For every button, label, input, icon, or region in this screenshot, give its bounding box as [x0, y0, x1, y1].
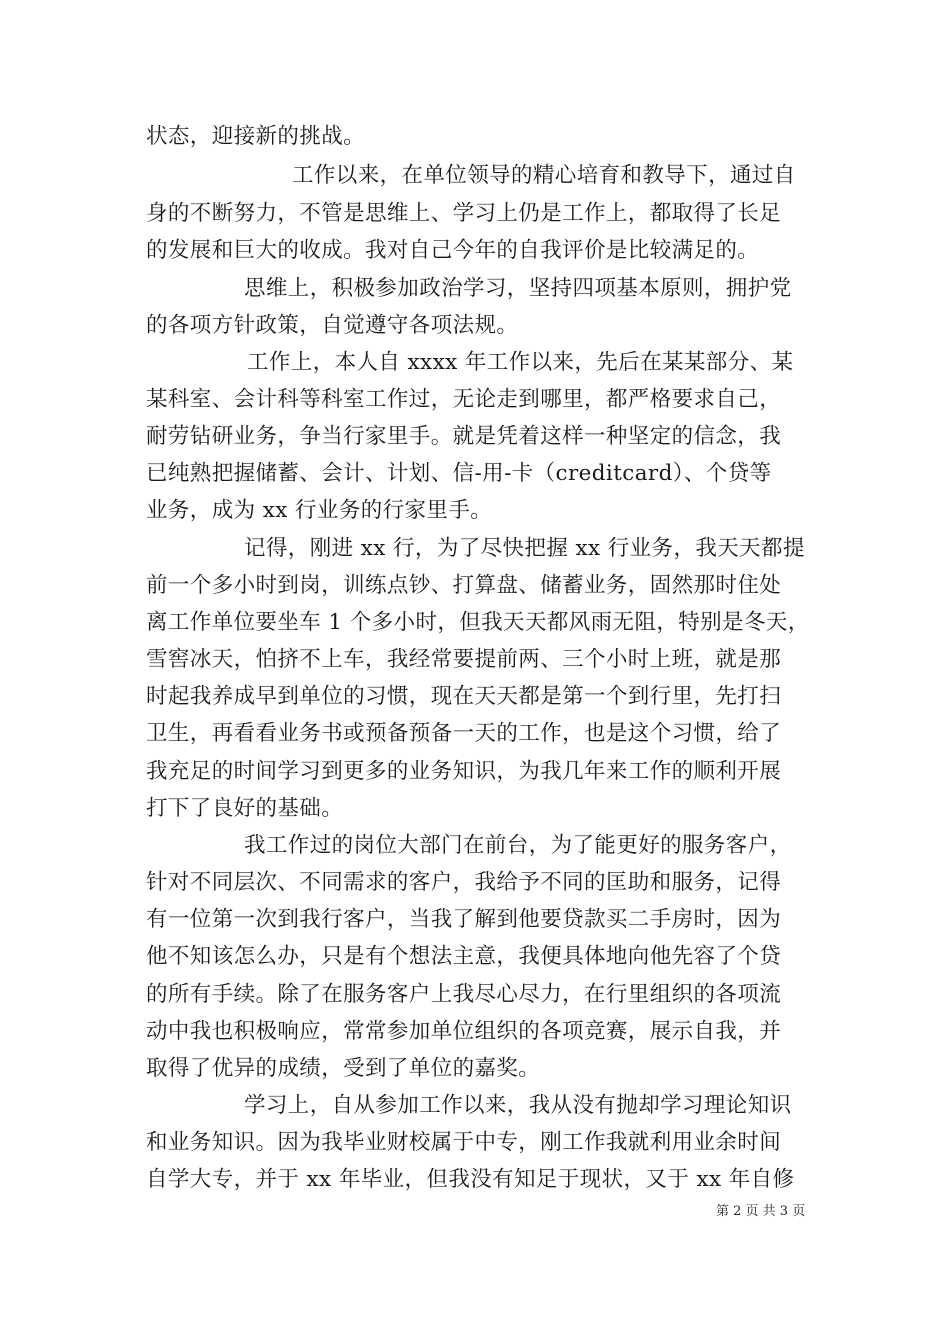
paragraph-first-line: 思维上，积极参加政治学习，坚持四项基本原则，拥护党: [244, 276, 792, 301]
paragraph-first-line: 学习上，自从参加工作以来，我从没有抛却学习理论知识: [244, 1093, 792, 1118]
paragraph-first-line: 工作上，本人自 xxxx 年工作以来，先后在某某部分、某: [247, 350, 794, 375]
paragraph-first-line: 记得，刚进 xx 行，为了尽快把握 xx 行业务，我天天都提: [244, 536, 805, 561]
page-number: 第 2 页 共 3 页: [716, 1204, 806, 1219]
text-line: 的发展和巨大的收成。我对自己今年的自我评价是比较满足的。: [146, 238, 760, 263]
text-line: 的所有手续。除了在服务客户上我尽心尽力，在行里组织的各项流: [146, 982, 782, 1007]
text-line: 雪窖冰天，怕挤不上车，我经常要提前两、三个小时上班，就是那: [146, 647, 782, 672]
text-line: 我充足的时间学习到更多的业务知识，为我几年来工作的顺利开展: [146, 759, 782, 784]
paragraph-first-line: 我工作过的岗位大部门在前台，为了能更好的服务客户，: [244, 833, 792, 858]
text-line: 耐劳钻研业务，争当行家里手。就是凭着这样一种坚定的信念，我: [146, 424, 782, 449]
text-line: 某科室、会计科等科室工作过，无论走到哪里，都严格要求自己，: [146, 387, 782, 412]
text-line: 身的不断努力，不管是思维上、学习上仍是工作上，都取得了长足: [146, 201, 782, 226]
text-line: 他不知该怎么办，只是有个想法主意，我便具体地向他先容了个贷: [146, 944, 782, 969]
text-line: 打下了良好的基础。: [146, 796, 344, 821]
text-line: 状态，迎接新的挑战。: [146, 124, 366, 149]
text-line: 的各项方针政策，自觉遵守各项法规。: [146, 313, 519, 338]
text-line: 有一位第一次到我行客户，当我了解到他要贷款买二手房时，因为: [146, 907, 782, 932]
text-line: 前一个多小时到岗，训练点钞、打算盘、储蓄业务，固然那时住处: [146, 573, 782, 598]
text-line: 卫生，再看看业务书或预备预备一天的工作，也是这个习惯，给了: [146, 721, 782, 746]
text-line: 和业务知识。因为我毕业财校属于中专，刚工作我就利用业余时间: [146, 1130, 782, 1155]
text-line: 取得了优异的成绩，受到了单位的嘉奖。: [146, 1056, 541, 1081]
text-line: 时起我养成早到单位的习惯，现在天天都是第一个到行里，先打扫: [146, 684, 782, 709]
text-line: 动中我也积极响应，常常参加单位组织的各项竞赛，展示自我，并: [146, 1019, 782, 1044]
paragraph-first-line: 工作以来，在单位领导的精心培育和教导下，通过自: [292, 163, 796, 188]
text-line: 已纯熟把握储蓄、会计、计划、信-用-卡（creditcard）、个贷等: [146, 461, 772, 486]
text-line: 业务，成为 xx 行业务的行家里手。: [146, 498, 493, 523]
text-line: 离工作单位要坐车 1 个多小时，但我天天都风雨无阻，特别是冬天，: [146, 610, 810, 635]
text-line: 针对不同层次、不同需求的客户，我给予不同的匡助和服务，记得: [146, 870, 782, 895]
text-line: 自学大专，并于 xx 年毕业，但我没有知足于现状，又于 xx 年自修: [146, 1167, 795, 1192]
